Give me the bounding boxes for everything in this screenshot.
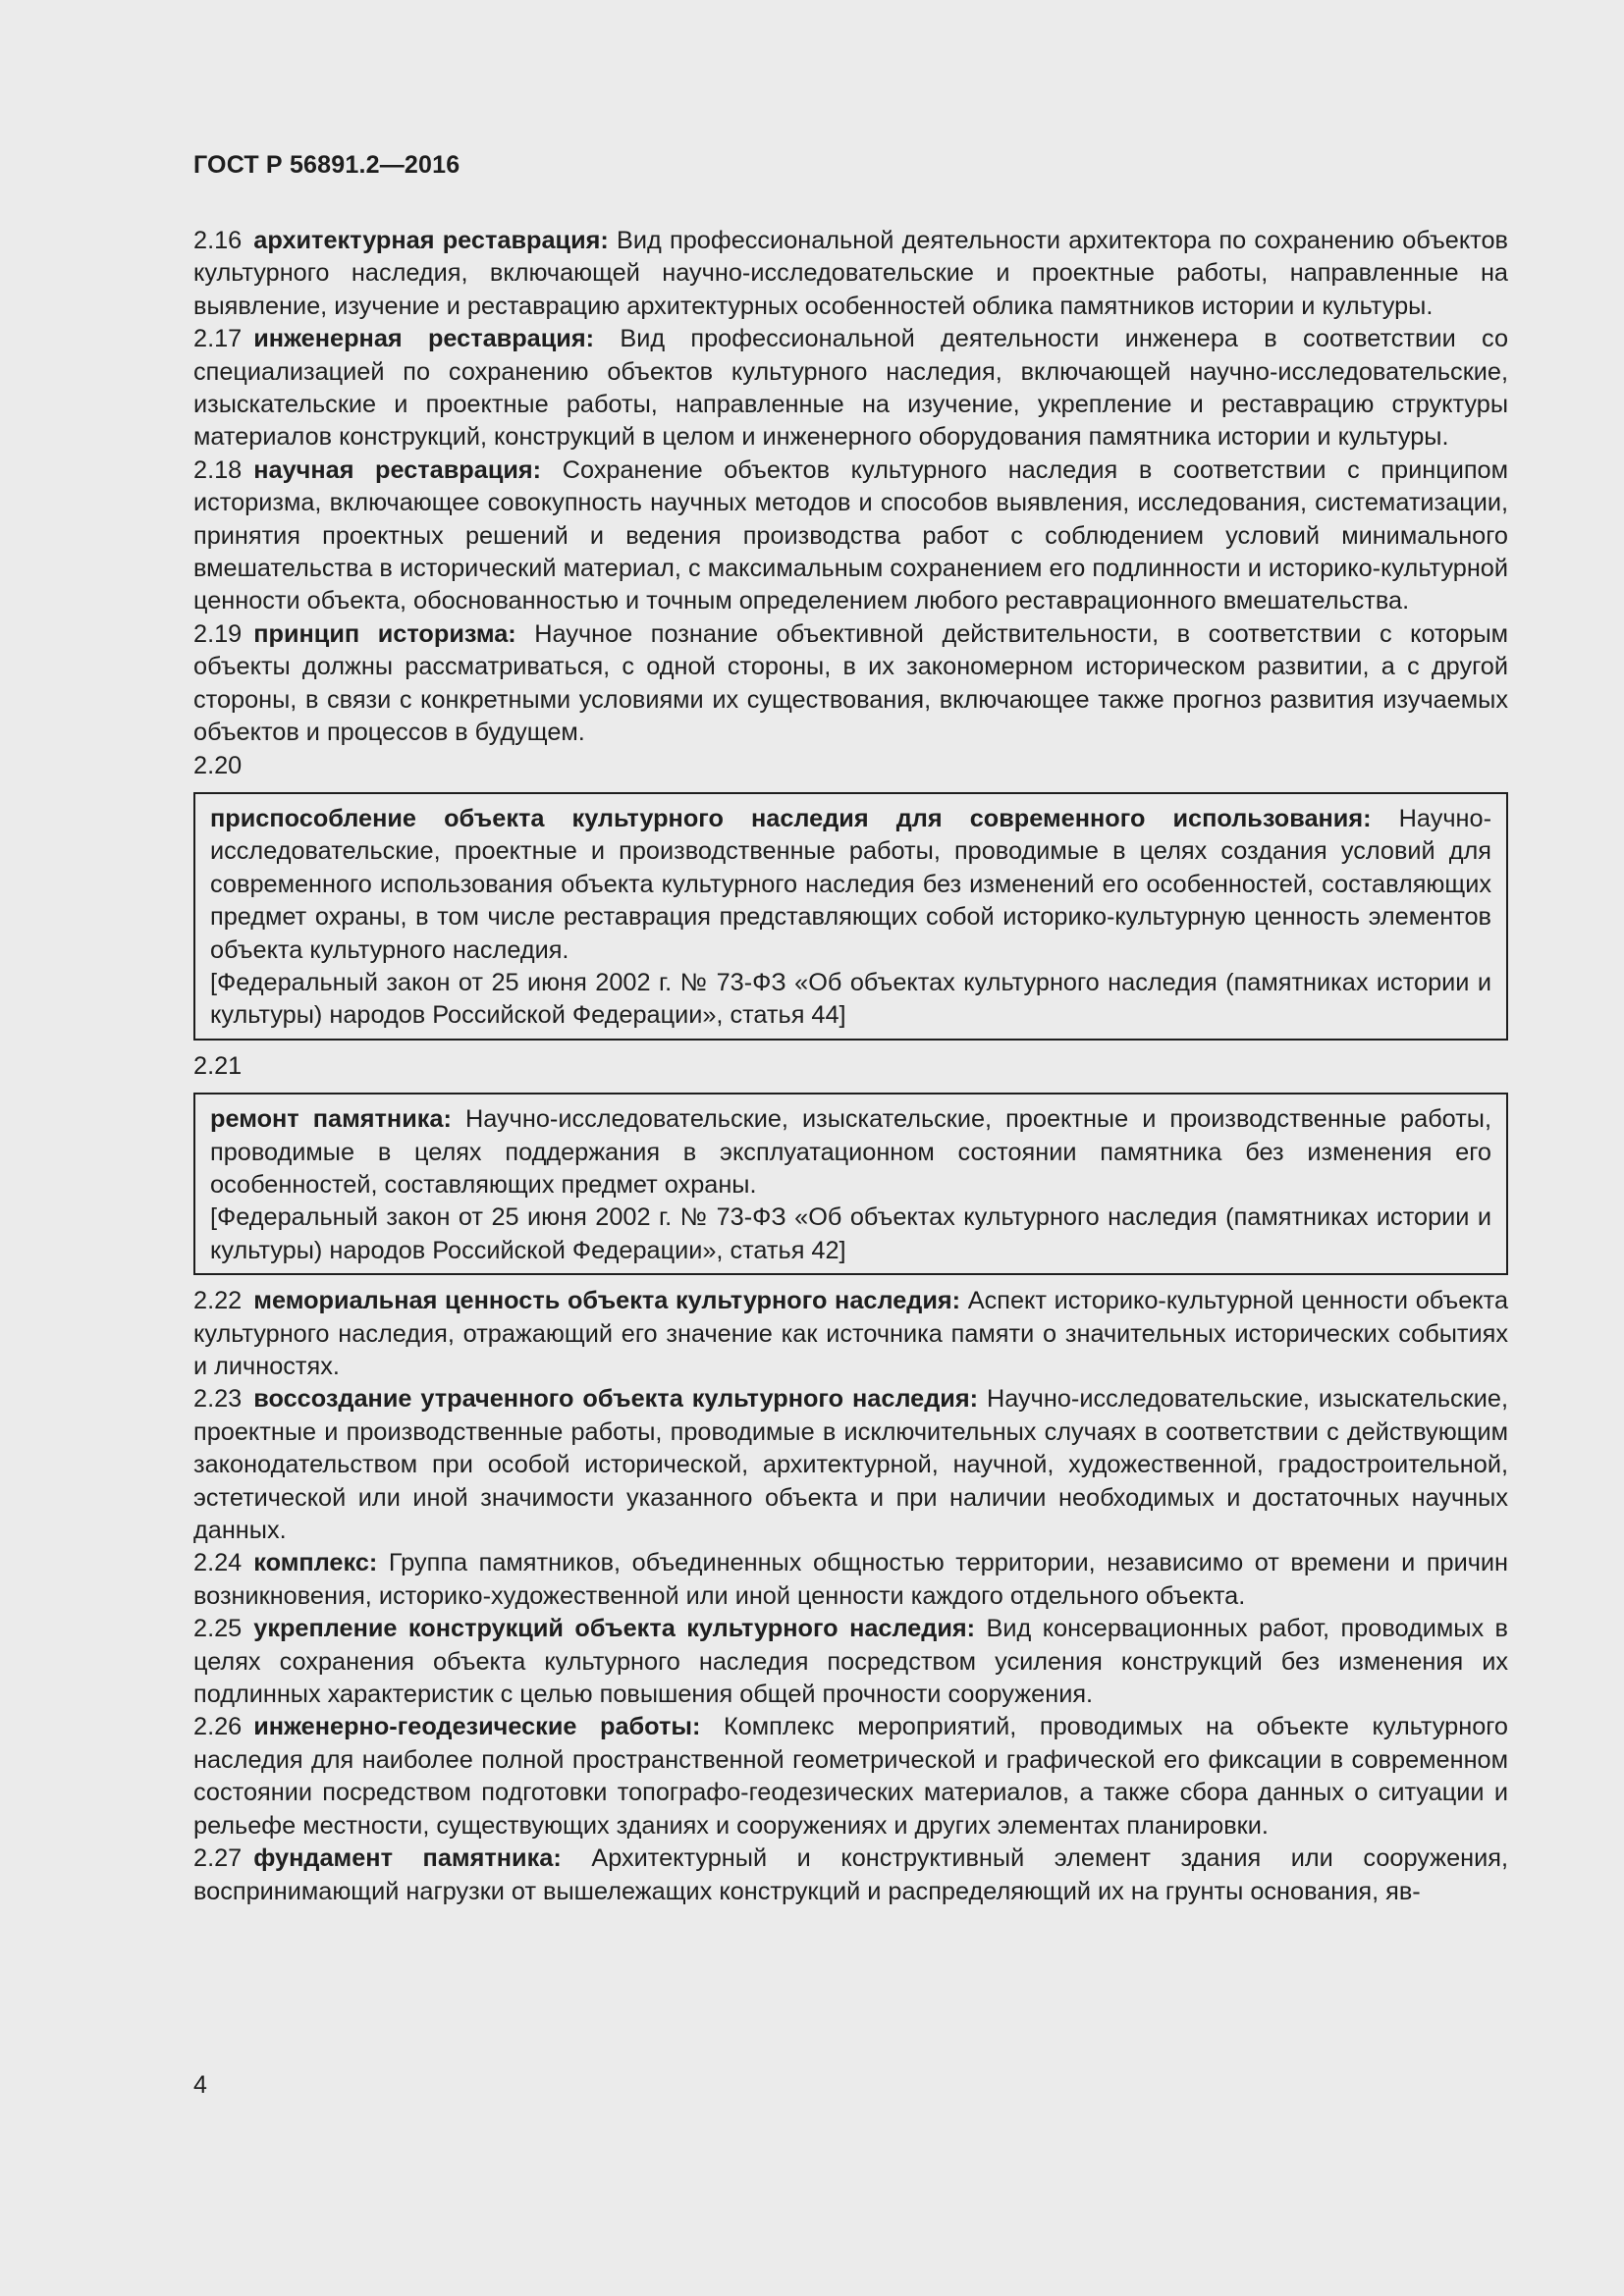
term-number-2-20: 2.20 [193, 751, 243, 779]
term-number: 2.26 [193, 1713, 243, 1741]
term-title: архитектурная реставрация: [253, 227, 609, 254]
term-title: научная реставрация: [253, 455, 542, 484]
term-title: приспособление объекта культурного наследия для современного использования: [210, 804, 1372, 832]
term-number: 2.16 [193, 227, 243, 254]
term-title: укрепление конструкций объекта культурного наследия: [253, 1615, 976, 1643]
boxed-term-2-21 [193, 1093, 1508, 1275]
boxed-term-2-20 [193, 792, 1508, 1041]
term-2-24 [193, 1547, 1508, 1613]
term-number: 2.27 [193, 1844, 243, 1873]
term-2-18 [193, 454, 1508, 618]
term-number: 2.17 [193, 325, 243, 353]
term-definition: Научное познание объективной действительности, в соответствии с которым объекты должны рассматриваться, с одной стороны, в их закономерном историческом развитии, а с другой стороны, в связи с конкретными условиями их существования, включающее также прогноз развития изучаемых объектов и процессов в будущем. [193, 619, 1509, 747]
term-number: 2.23 [193, 1385, 243, 1414]
term-title: ремонт памятника: [210, 1105, 452, 1134]
term-2-27 [193, 1842, 1508, 1908]
term-number: 2.19 [193, 619, 243, 648]
legal-source: [Федеральный закон от 25 июня 2002 г. № 73-ФЗ «Об объектах культурного наследия (памятниках истории и культуры) народов Российской Федерации», статья 44] [210, 968, 1491, 1030]
term-definition: Вид профессиональной деятельности архитектора по сохранению объектов культурного наследия, включающей научно-исследовательские и проектные работы, направленные на выявление, изучение и реставрацию архитектурных особенностей облика памятников истории и культуры. [193, 227, 1508, 320]
term-number: 2.24 [193, 1549, 243, 1577]
term-definition: Вид консервационных работ, проводимых в целях сохранения объекта культурного наследия посредством усиления конструкций без изменения их подлинных характеристик с целью повышения общей прочности сооружения. [193, 1615, 1508, 1709]
term-number: 2.25 [193, 1615, 243, 1643]
term-title: мемориальная ценность объекта культурного наследия: [253, 1287, 961, 1315]
term-definition: Вид профессиональной деятельности инженера в соответствии со специализацией по сохранению объектов культурного наследия, включающей научно-исследовательские, изыскательские и проектные работы, направленные на изучение, укрепление и реставрацию структуры материалов конструкций, конструкций в целом и инженерного оборудования памятника истории и культуры. [193, 325, 1509, 452]
term-definition: Сохранение объектов культурного наследия в соответствии с принципом историзма, включающее совокупность научных методов и способов выявления, исследования, систематизации, принятия проектных решений и ведения производства работ с соблюдением условий минимального вмешательства в исторический материал, с максимальным сохранением его подлинности и историко-культурной ценности объекта, обоснованностью и точным определением любого реставрационного вмешательства. [193, 455, 1508, 615]
boxed-definition [210, 1103, 1491, 1201]
term-title: воссоздание утраченного объекта культурного наследия: [253, 1385, 979, 1414]
term-definition: Архитектурный и конструктивный элемент здания или сооружения, воспринимающий нагрузки от вышележащих конструкций и распределяющий их на грунты основания, яв- [193, 1844, 1508, 1905]
term-definition: Аспект историко-культурной ценности объекта культурного наследия, отражающий его значение как источника памяти о значительных исторических событиях и личностях. [193, 1287, 1509, 1380]
term-2-23 [193, 1383, 1508, 1547]
term-2-22 [193, 1285, 1508, 1383]
document-header: ГОСТ Р 56891.2—2016 [193, 151, 460, 179]
term-2-26 [193, 1711, 1508, 1842]
page-number: 4 [193, 2071, 207, 2099]
term-number-2-21: 2.21 [193, 1051, 243, 1080]
term-title: инженерная реставрация: [253, 325, 595, 353]
term-2-25 [193, 1613, 1508, 1711]
term-title: инженерно-геодезические работы: [253, 1713, 701, 1741]
document-body [193, 225, 1508, 1908]
term-definition: Научно-исследовательские, изыскательские, проектные и производственные работы, проводимые в целях поддержания в эксплуатационном состоянии памятника без изменения его особенностей, составляющих предмет охраны. [210, 1105, 1491, 1199]
term-definition: Научно-исследовательские, изыскательские, проектные и производственные работы, проводимые в исключительных случаях в соответствии с действующим законодательством при особой исторической, архитектурной, научной, художественной, градостроительной, эстетической или иной значимости указанного объекта и при наличии необходимых и достаточных научных данных. [193, 1385, 1508, 1545]
term-title: фундамент памятника: [253, 1844, 562, 1873]
term-title: комплекс: [253, 1549, 378, 1577]
term-definition: Научно-исследовательские, проектные и производственные работы, проводимые в целях создания условий для современного использования объекта культурного наследия без изменений его особенностей, составляющих предмет охраны, в том числе реставрация представляющих собой историко-культурную ценность элементов объекта культурного наследия. [210, 804, 1492, 964]
term-2-17 [193, 323, 1508, 454]
term-title: принцип историзма: [253, 619, 516, 648]
term-number: 2.22 [193, 1287, 243, 1315]
term-definition: Комплекс мероприятий, проводимых на объекте культурного наследия для наиболее полной пространственной геометрической и графической его фиксации в современном состоянии посредством подготовки топографо-геодезических материалов, а также сбора данных о ситуации и рельефе местности, существующих зданиях и сооружениях и других элементах планировки. [193, 1713, 1509, 1840]
term-definition: Группа памятников, объединенных общностью территории, независимо от времени и причин возникновения, историко-художественной или иной ценности каждого отдельного объекта. [193, 1549, 1509, 1610]
legal-source: [Федеральный закон от 25 июня 2002 г. № 73-ФЗ «Об объектах культурного наследия (памятниках истории и культуры) народов Российской Федерации», статья 42] [210, 1203, 1491, 1264]
term-number: 2.18 [193, 455, 243, 484]
term-2-16 [193, 225, 1508, 323]
boxed-definition [210, 803, 1491, 967]
term-2-19 [193, 618, 1508, 750]
